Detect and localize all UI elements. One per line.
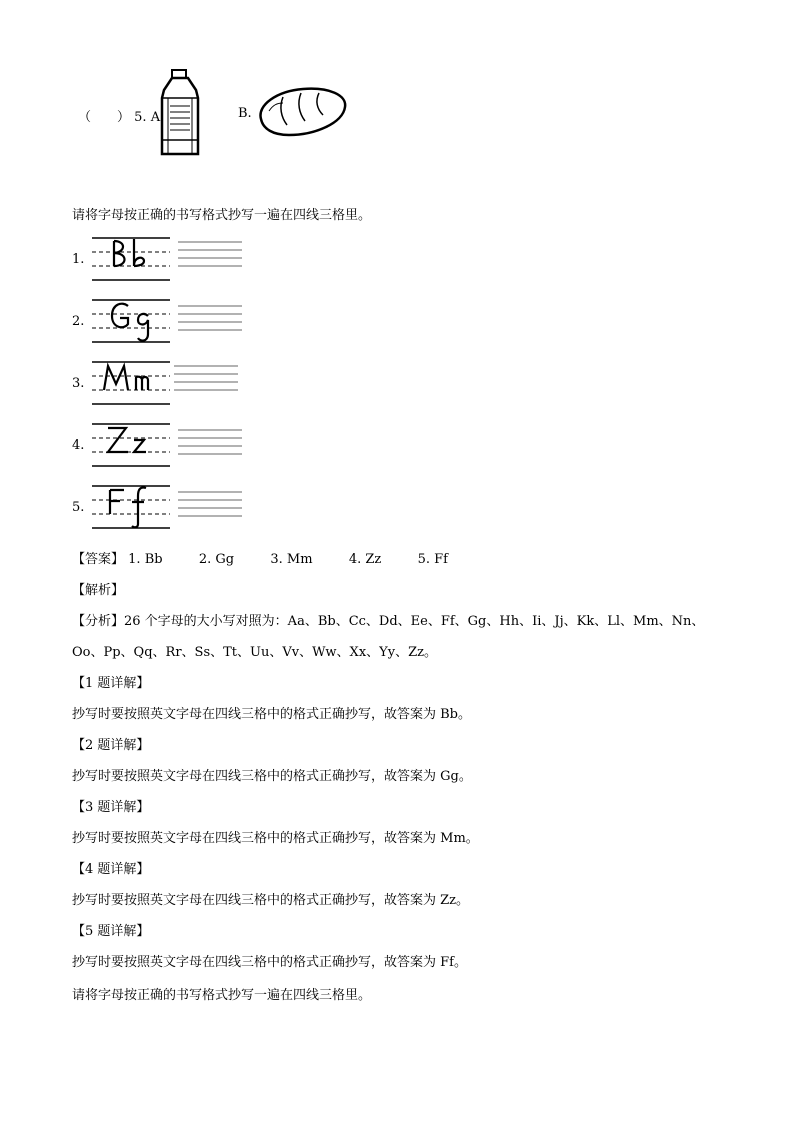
bottle-image (156, 68, 204, 162)
answer-row (72, 548, 448, 567)
detail-4-text: 抄写时要按照英文字母在四线三格中的格式正确抄写，故答案为 Zz。 (72, 893, 470, 908)
answer-paren: （ ） (78, 110, 131, 125)
detail-2-text: 抄写时要按照英文字母在四线三格中的格式正确抄写，故答案为 Gg。 (72, 769, 472, 784)
answer-value-3: 3. Mm (270, 552, 313, 567)
item-5-number: 5. (72, 500, 85, 515)
instruction-text: 请将字母按正确的书写格式抄写一遍在四线三格里。 (72, 208, 372, 223)
item-3-number: 3. (72, 376, 85, 391)
answer-value-4: 4. Zz (348, 552, 382, 567)
answer-value-5: 5. Ff (417, 552, 448, 567)
answer-label: 【答案】 (72, 552, 125, 567)
writing-grid-1 (90, 236, 250, 290)
detail-5-text: 抄写时要按照英文字母在四线三格中的格式正确抄写，故答案为 Ff。 (72, 955, 467, 970)
writing-grid-5 (90, 484, 250, 538)
analysis-line-2: Oo、Pp、Qq、Rr、Ss、Tt、Uu、Vv、Ww、Xx、Yy、Zz。 (72, 645, 437, 660)
detail-5-title: 【5 题详解】 (72, 924, 150, 939)
answer-value-2: 2. Gg (198, 552, 235, 567)
detail-3-text: 抄写时要按照英文字母在四线三格中的格式正确抄写，故答案为 Mm。 (72, 831, 479, 846)
bread-image (255, 85, 350, 144)
answer-value-1: 1. Bb (128, 552, 163, 567)
detail-1-text: 抄写时要按照英文字母在四线三格中的格式正确抄写，故答案为 Bb。 (72, 707, 472, 722)
writing-grid-4 (90, 422, 250, 476)
question-5-row (78, 106, 164, 125)
detail-3-title: 【3 题详解】 (72, 800, 150, 815)
detail-2-title: 【2 题详解】 (72, 738, 150, 753)
option-b-label: B. (238, 106, 252, 121)
item-2-number: 2. (72, 314, 85, 329)
writing-grid-3 (90, 360, 250, 414)
writing-grid-2 (90, 298, 250, 352)
detail-4-title: 【4 题详解】 (72, 862, 150, 877)
item-1-number: 1. (72, 252, 85, 267)
item-4-number: 4. (72, 438, 85, 453)
detail-1-title: 【1 题详解】 (72, 676, 150, 691)
final-instruction: 请将字母按正确的书写格式抄写一遍在四线三格里。 (72, 988, 372, 1003)
analysis-line-1: 【分析】26 个字母的大小写对照为：Aa、Bb、Cc、Dd、Ee、Ff、Gg、Hh、Ii、Jj、Kk、Ll、Mm、Nn、 (72, 614, 705, 629)
analysis-title: 【解析】 (72, 583, 125, 598)
question-5-label: 5. A. (134, 110, 165, 125)
